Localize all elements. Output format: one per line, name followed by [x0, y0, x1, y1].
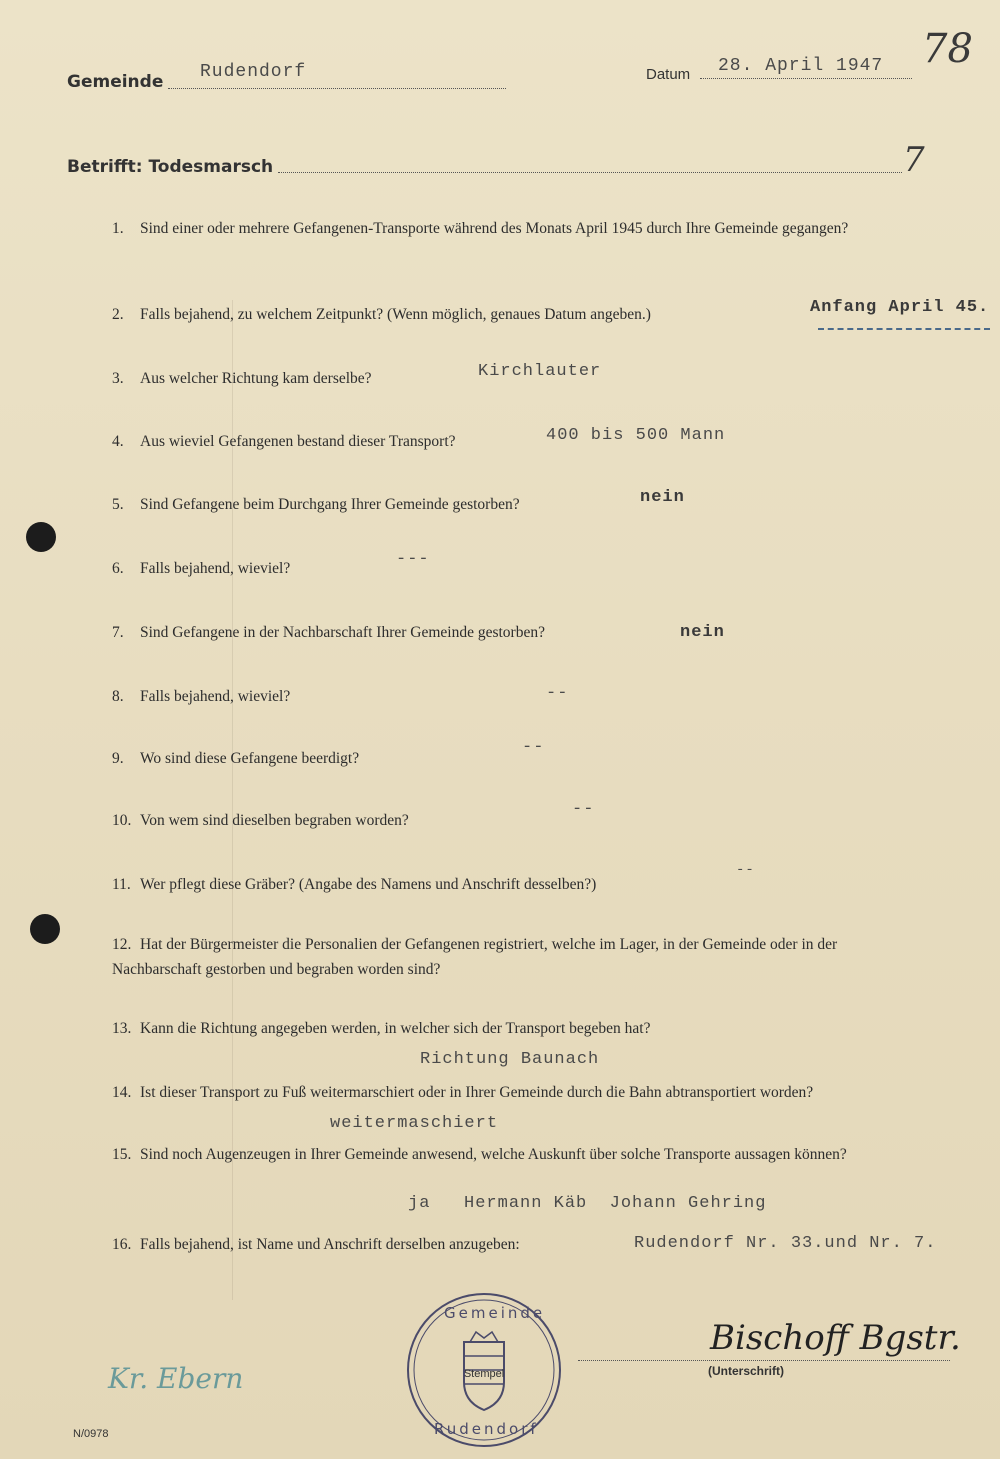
answer-6: --- — [396, 550, 430, 569]
page-number: 78 — [922, 26, 973, 72]
answer-9: -- — [522, 738, 545, 757]
answer-5: nein — [640, 488, 685, 507]
question-11: 11. Wer pflegt diese Gräber? (Angabe des Namens und Anschrift desselben?) — [112, 876, 597, 893]
question-5: 5. Sind Gefangene beim Durchgang Ihrer Gemeinde gestorben? — [112, 496, 520, 513]
answer-3: Kirchlauter — [478, 362, 602, 381]
question-9: 9. Wo sind diese Gefangene beerdigt? — [112, 750, 360, 767]
stamp-center-text: Stempel — [463, 1368, 505, 1380]
datum-line — [700, 78, 912, 79]
question-13: 13. Kann die Richtung angegeben werden, in welcher sich der Transport begeben hat? — [112, 1020, 651, 1037]
datum-value: 28. April 1947 — [718, 56, 884, 76]
answer-11: -- — [736, 862, 755, 878]
answer-8: -- — [546, 684, 569, 703]
answer-4: 400 bis 500 Mann — [546, 426, 726, 445]
question-16: 16. Falls bejahend, ist Name und Anschrift derselben anzugeben: — [112, 1236, 520, 1253]
question-14: 14. Ist dieser Transport zu Fuß weitermarschiert oder in Ihrer Gemeinde durch die Bahn abtransportiert worden? — [112, 1084, 814, 1101]
question-6: 6. Falls bejahend, wieviel? — [112, 560, 291, 577]
question-15: 15. Sind noch Augenzeugen in Ihrer Gemeinde anwesend, welche Auskunft über solche Transporte aussagen können? — [112, 1146, 847, 1163]
stamp-top-text: Gemeinde — [444, 1304, 546, 1322]
question-10: 10. Von wem sind dieselben begraben worden? — [112, 812, 409, 829]
question-7: 7. Sind Gefangene in der Nachbarschaft Ihrer Gemeinde gestorben? — [112, 624, 545, 641]
answer-15: ja Hermann Käb Johann Gehring — [408, 1194, 767, 1213]
answer-14: weitermaschiert — [330, 1114, 499, 1133]
question-8: 8. Falls bejahend, wieviel? — [112, 688, 291, 705]
answer-2-underline — [818, 328, 990, 330]
stamp-bottom-text: Rudendorf — [434, 1420, 539, 1438]
answer-7: nein — [680, 623, 725, 642]
signature-line — [578, 1360, 950, 1361]
signature-label: (Unterschrift) — [708, 1364, 785, 1378]
question-4: 4. Aus wieviel Gefangenen bestand dieser Transport? — [112, 433, 456, 450]
gemeinde-label: Gemeinde — [67, 72, 164, 92]
betrifft-line — [278, 172, 902, 173]
answer-10: -- — [572, 800, 595, 819]
form-reference: N/0978 — [73, 1428, 109, 1440]
question-2: 2. Falls bejahend, zu welchem Zeitpunkt? (Wenn möglich, genaues Datum angeben.) — [112, 306, 651, 323]
punch-hole-bottom — [30, 914, 60, 944]
question-12: 12. Hat der Bürgermeister die Personalien der Gefangenen registriert, welche im Lager, in der Gemeinde oder in der Nachbarschaft gestorben und begraben worden sind? — [112, 936, 838, 978]
question-3: 3. Aus welcher Richtung kam derselbe? — [112, 370, 372, 387]
punch-hole-top — [26, 522, 56, 552]
datum-label: Datum — [646, 66, 691, 83]
answer-16: Rudendorf Nr. 33.und Nr. 7. — [634, 1234, 937, 1253]
municipal-stamp — [404, 1290, 564, 1450]
gemeinde-value: Rudendorf — [200, 62, 307, 82]
gemeinde-line — [168, 88, 506, 89]
betrifft-label: Betrifft: Todesmarsch — [67, 157, 274, 177]
file-mark: 7 — [903, 140, 925, 180]
margin-note: Kr. Ebern — [108, 1362, 244, 1395]
signature: Bischoff Bgstr. — [710, 1318, 961, 1358]
answer-13: Richtung Baunach — [420, 1050, 600, 1069]
question-1: 1. Sind einer oder mehrere Gefangenen-Transporte während des Monats April 1945 durch Ihre Gemeinde gegangen? — [112, 220, 849, 237]
answer-2: Anfang April 45. — [810, 298, 990, 317]
